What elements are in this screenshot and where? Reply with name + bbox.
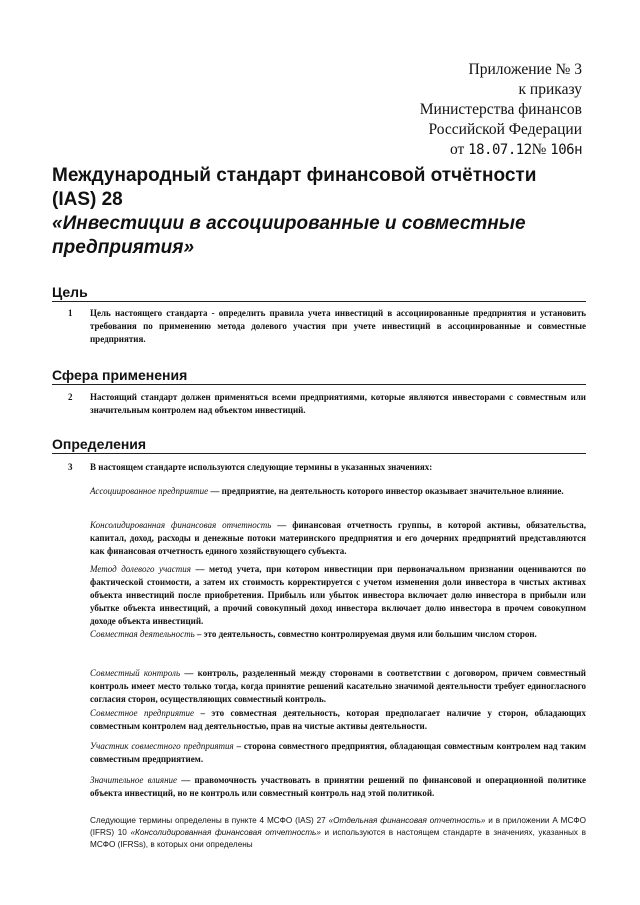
order-date-line — [420, 140, 582, 160]
order-date-prefix: от — [449, 141, 465, 158]
order-no-sign: № — [531, 141, 547, 158]
ministry-line: Министерства финансов — [419, 101, 582, 118]
title-line-2: (IAS) 28 — [52, 189, 123, 210]
order-date: 18.07.12 — [468, 142, 532, 158]
definition-term: Участник совместного предприятия — [90, 741, 234, 751]
definition-consolidated-statements — [90, 519, 586, 558]
tail-text-1: Следующие термины определены в пункте 4 МСФО (IAS) 27 — [90, 816, 329, 825]
definition-text: – сторона совместного предприятия, обладающая совместным контролем над таким совместным предприятием. — [90, 741, 586, 764]
tail-ref-ias27: «Отдельная финансовая отчетность» — [328, 816, 486, 825]
paragraph-1 — [52, 307, 586, 346]
definition-joint-venture — [90, 707, 586, 733]
definition-term: Метод долевого участия — [90, 564, 191, 574]
order-number: 106н — [550, 142, 582, 158]
definition-term: Консолидированная финансовая отчетность — [90, 520, 272, 530]
paragraph-2 — [52, 391, 586, 417]
definition-text: — предприятие, на деятельность которого инвестор оказывает значительное влияние. — [208, 486, 564, 496]
definition-joint-venturer — [90, 740, 586, 766]
paragraph-number: 1 — [68, 308, 73, 318]
order-line: к приказу — [518, 81, 582, 98]
tail-text-3: и используются в настоящем стандарте в значениях, указанных в МСФО (IFRSs), в которых они определены — [90, 828, 586, 849]
definition-text: – это деятельность, совместно контролируемая двумя или большим числом сторон. — [194, 629, 537, 639]
definition-significant-influence — [90, 774, 586, 800]
section-heading-scope: Сфера применения — [52, 367, 586, 385]
definition-associate — [90, 485, 586, 498]
definition-equity-method — [90, 563, 586, 628]
definition-term: Совместная деятельность — [90, 629, 195, 639]
definition-text: — финансовая отчетность группы, в которой активы, обязательства, капитал, доход, расходы и денежные потоки материнского предприятия и его дочерних предприятий представляются как финансовая отчетность единого хозяйствующего субъекта. — [90, 520, 586, 556]
definition-joint-arrangement — [90, 628, 586, 641]
definition-text: — контроль, разделенный между сторонами в соответствии с договором, причем совместный контроль имеет место только тогда, когда принятие решений касательно значимой деятельности требует единогласного согласия сторон, осуществляющих совместный контроль. — [90, 668, 586, 704]
definition-term: Значительное влияние — [90, 775, 178, 785]
definition-text: — правомочность участвовать в принятии решений по финансовой и операционной политике объекта инвестиций, но не контроль или совместный контроль над этой политикой. — [90, 775, 586, 798]
definition-term: Совместное предприятие — [90, 708, 194, 718]
tail-ref-ifrs10: «Консолидированная финансовая отчетность» — [130, 828, 321, 837]
section-heading-goal: Цель — [52, 284, 586, 302]
paragraph-number: 2 — [68, 392, 73, 402]
definition-joint-control — [90, 667, 586, 706]
paragraph-text: В настоящем стандарте используются следующие термины в указанных значениях: — [90, 462, 433, 472]
appendix-number: Приложение № 3 — [468, 61, 582, 78]
federation-line: Российской Федерации — [428, 121, 582, 138]
document-title — [52, 164, 612, 260]
title-line-3: «Инвестиции в ассоциированные и совместные предприятия» — [52, 213, 526, 258]
paragraph-number: 3 — [68, 462, 73, 472]
definition-text: — метод учета, при котором инвестиции при первоначальном признании оцениваются по фактической стоимости, а затем их стоимость корректируется с учетом изменения доли инвестора в чистых активах объекта инвестиций после приобретения. Прибыль или убыток инвестора включает долю инвестора в прибыли или убытке объекта инвестиций, а прочий совокупный доход инвестора включает долю инвестора в прочем совокупном доходе объекта инвестиций. — [90, 564, 587, 626]
order-reference — [420, 60, 582, 160]
definition-term: Совместный контроль — [90, 668, 181, 678]
definition-text: – это совместная деятельность, которая предполагает наличие у сторон, обладающих совместным контролем над деятельностью, прав на чистые активы деятельности. — [90, 708, 586, 731]
paragraph-3 — [52, 461, 586, 474]
paragraph-text: Цель настоящего стандарта - определить правила учета инвестиций в ассоциированные предприятия и установить требования по применению метода долевого участия при учете инвестиций в ассоциированные и совместные предприятия. — [90, 308, 586, 344]
definition-term: Ассоциированное предприятие — [90, 486, 209, 496]
paragraph-text: Настоящий стандарт должен применяться всеми предприятиями, которые являются инвесторами с совместным или значительным контролем над объектом инвестиций. — [90, 392, 586, 415]
title-line-1: Международный стандарт финансовой отчётности — [52, 165, 537, 186]
tail-text-2: и в приложении А МСФО (IFRS) 10 — [90, 816, 586, 837]
section-heading-definitions: Определения — [52, 436, 586, 454]
cross-reference-paragraph — [90, 815, 586, 851]
